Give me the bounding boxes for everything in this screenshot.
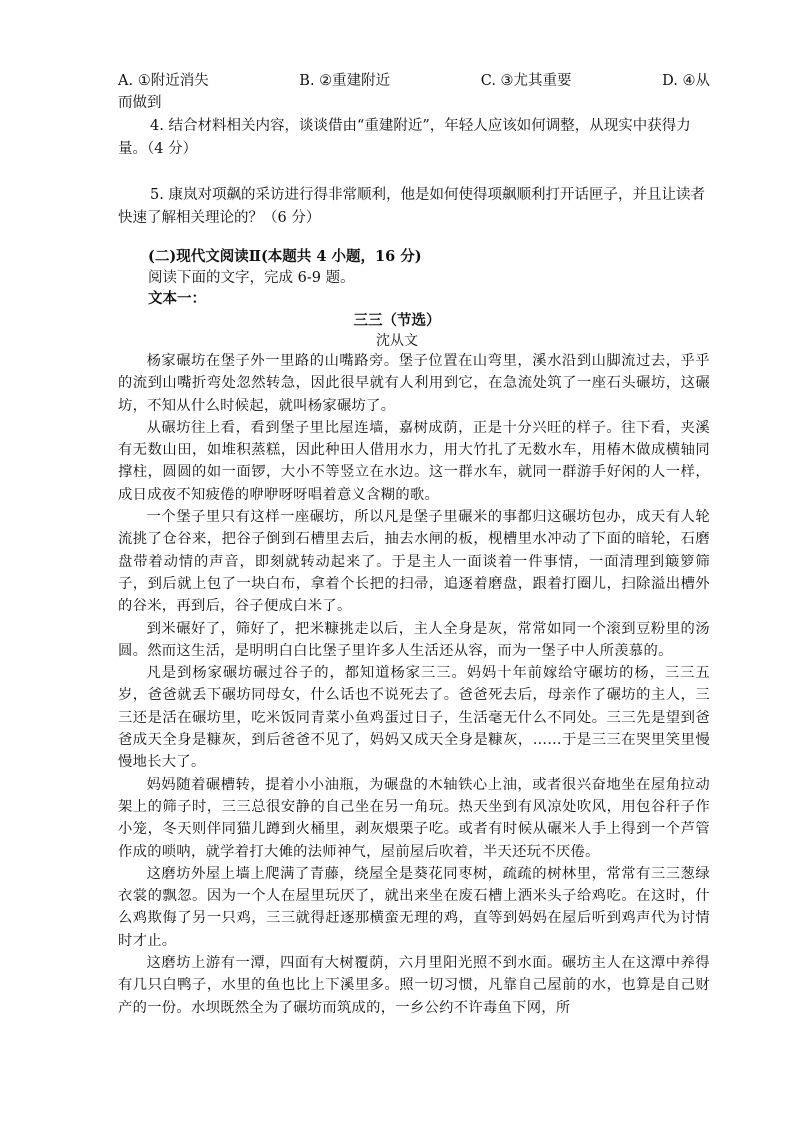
section-heading: (二)现代文阅读Ⅱ(本题共 4 小题，16 分)	[148, 248, 422, 265]
choice-d: D. ④从	[662, 73, 710, 89]
text-label: 文本一：	[148, 290, 206, 307]
article-paragraph: 从碾坊往上看，看到堡子里比屋连墙，嘉树成荫，正是十分兴旺的样子。往下看，夹溪有无数山田，如堆积蒸糕，因此种田人借用水力，用大竹扎了无数水车，用椿木做成横轴同撑柱，圆圆的如一面锣，大小不等竖立在水边。这一群水车，就同一群游手好闲的人一样，成日成夜不知疲倦的咿咿呀呀唱着意义含糊的歌。	[118, 419, 710, 503]
question-5-text: 5. 康岚对项飙的采访进行得非常顺利，他是如何使得项飙顺利打开话匣子，并且让读者快速了解相关理论的？（6 分）	[118, 187, 705, 226]
article-author: 沈从文	[376, 333, 418, 349]
question-4-text: 4. 结合材料相关内容，谈谈借由“重建附近”，年轻人应该如何调整，从现实中获得力量。（4 分）	[118, 118, 691, 157]
choice-c: C. ③尤其重要	[480, 73, 572, 89]
question-5	[118, 184, 714, 230]
article-paragraph: 杨家碾坊在堡子外一里路的山嘴路旁。堡子位置在山弯里，溪水沿到山脚流过去，乎乎的流到山嘴折弯处忽然转急，因此很早就有人利用到它，在急流处筑了一座石头碾坊，这碾坊，不知从什么时候起，就叫杨家碾坊了。	[118, 353, 710, 414]
choice-a: A. ①附近消失	[118, 73, 209, 89]
article-paragraph: 这磨坊外屋上墙上爬满了青藤，绕屋全是葵花同枣树，疏疏的树林里，常常有三三葱绿衣裳的飘忽。因为一个人在屋里玩厌了，就出来坐在废石槽上洒米头子给鸡吃。在这时，什么鸡欺侮了另一只鸡，三三就得赶逐那横蛮无理的鸡，直等到妈妈在屋后听到鸡声代为讨情时才止。	[118, 865, 710, 949]
choice-b: B. ②重建附近	[299, 73, 391, 89]
question-4	[118, 115, 714, 161]
article-paragraph: 这磨坊上游有一潭，四面有大树覆荫，六月里阳光照不到水面。碾坊主人在这潭中养得有几只白鸭子，水里的鱼也比上下溪里多。照一切习惯，凡靠自己屋前的水，也算是自己财产的一份。水坝既然全为了碾坊而筑成的，一乡公约不许毒鱼下网，所	[118, 955, 710, 1016]
article-paragraph: 到米碾好了，筛好了，把米糠挑走以后，主人全身是灰，常常如同一个滚到豆粉里的汤圆。然而这生活，是明明白白比堡子里许多人生活还从容，而为一堡子中人所羡慕的。	[118, 620, 710, 659]
answer-choices	[118, 70, 710, 92]
article-paragraph: 一个堡子里只有这样一座碾坊，所以凡是堡子里碾米的事都归这碾坊包办，成天有人轮流挑了仓谷来，把谷子倒到石槽里去后，抽去水闸的板，枧槽里水冲动了下面的暗轮，石磨盘带着动情的声音，即刻就转动起来了。于是主人一面谈着一件事情，一面清理到簸箩筛子，到后就上包了一块白布，拿着个长把的扫帚，追逐着磨盘，跟着打圈儿，扫除溢出槽外的谷米，再到后，谷子便成白米了。	[118, 509, 710, 615]
article-body	[118, 350, 710, 1019]
section-instruction: 阅读下面的文字，完成 6-9 题。	[148, 270, 355, 286]
article-title: 三三（节选）	[353, 312, 441, 329]
choice-d-continuation: 而做到	[118, 95, 162, 111]
article-paragraph: 妈妈随着碾槽转，提着小小油瓶，为碾盘的木轴铁心上油，或者很兴奋地坐在屋角拉动架上的筛子时，三三总很安静的自己坐在另一角玩。热天坐到有风凉处吹风，用包谷秆子作小笼，冬天则伴同猫儿蹲到火桶里，剥灰煨栗子吃。或者有时候从碾米人手上得到一个芦管作成的唢呐，就学着打大傩的法师神气，屋前屋后吹着，半天还玩不厌倦。	[118, 776, 710, 860]
article-paragraph: 凡是到杨家碾坊碾过谷子的，都知道杨家三三。妈妈十年前嫁给守碾坊的杨，三三五岁，爸爸就丢下碾坊同母女，什么话也不说死去了。爸爸死去后，母亲作了碾坊的主人，三三还是活在碾坊里，吃米饭同青菜小鱼鸡蛋过日子，生活毫无什么不同处。三三先是望到爸爸成天全身是糠灰，到后爸爸不见了，妈妈又成天全身是糠灰，……于是三三在哭里笑里慢慢地长大了。	[118, 665, 710, 771]
